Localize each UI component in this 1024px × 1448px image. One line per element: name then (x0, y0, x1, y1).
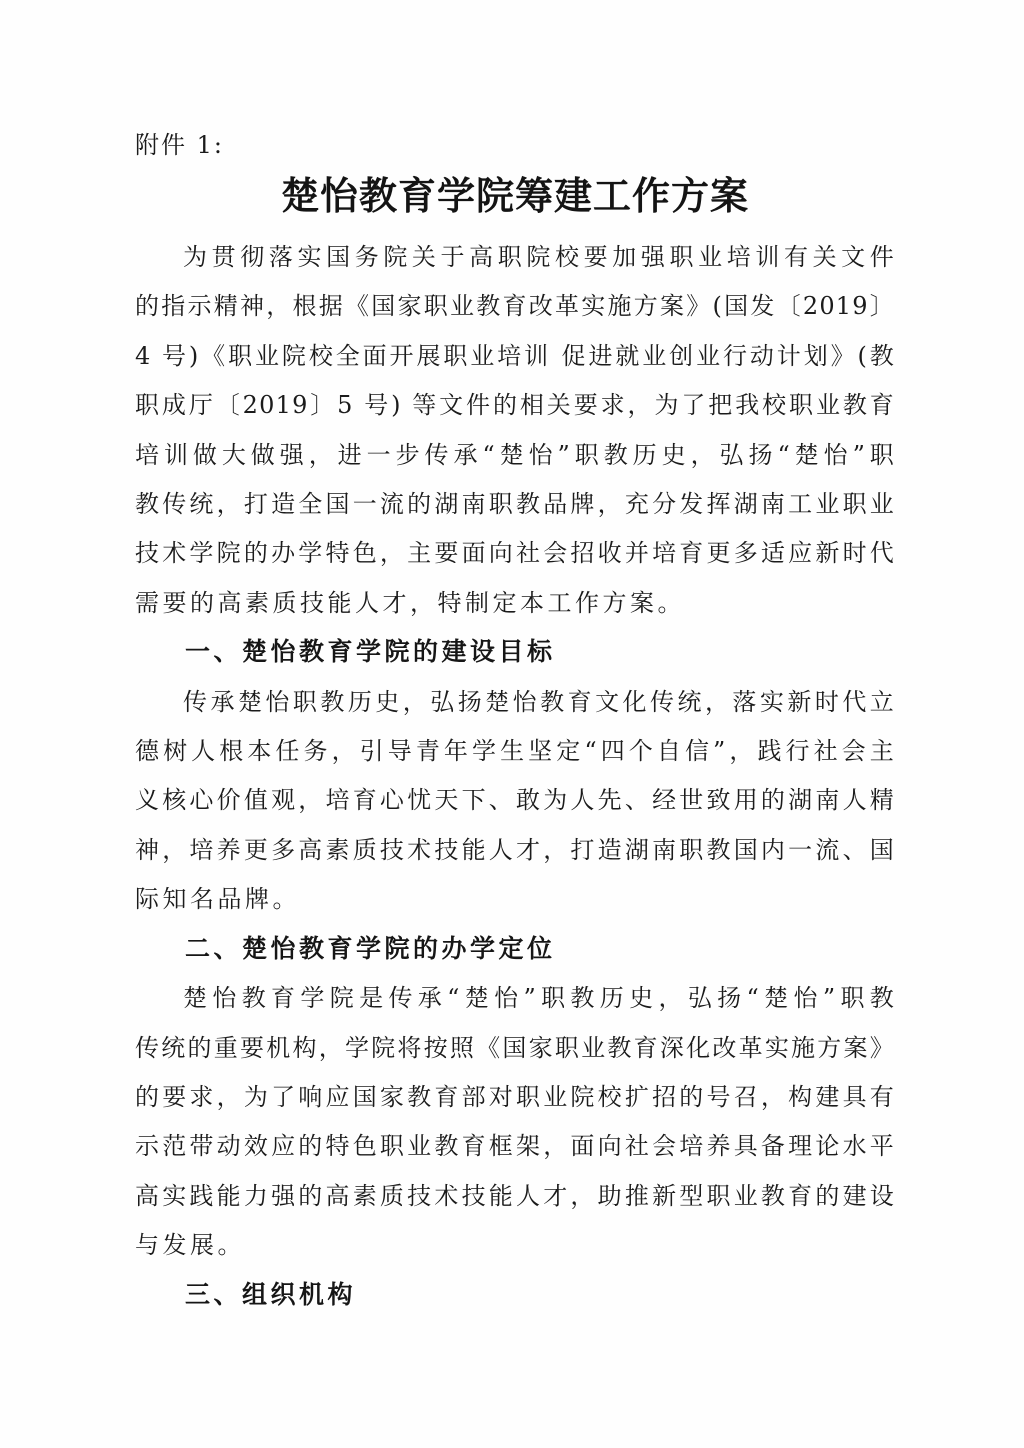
document-body (135, 233, 895, 1320)
section-heading-2: 二、楚怡教育学院的办学定位 (185, 934, 556, 963)
section-1-paragraph-line: 传承楚怡职教历史，弘扬楚怡教育文化传统，落实新时代立 (183, 687, 895, 716)
section-1-paragraph-line: 义核心价值观，培育心忧天下、敢为人先、经世致用的湖南人精 (135, 786, 895, 815)
section-2-paragraph-line: 传统的重要机构，学院将按照《国家职业教育深化改革实施方案》 (135, 1033, 895, 1062)
attachment-label: 附件 1: (135, 131, 224, 159)
section-2-paragraph-line: 楚怡教育学院是传承“楚怡”职教历史，弘扬“楚怡”职教 (183, 984, 895, 1013)
document-title: 楚怡教育学院筹建工作方案 (280, 173, 749, 218)
section-heading-1: 一、楚怡教育学院的建设目标 (185, 638, 556, 667)
intro-paragraph-line: 4 号)《职业院校全面开展职业培训 促进就业创业行动计划》(教 (135, 341, 895, 370)
section-2-paragraph-line: 示范带动效应的特色职业教育框架，面向社会培养具备理论水平 (135, 1132, 895, 1161)
section-1-paragraph-line: 德树人根本任务，引导青年学生坚定“四个自信”，践行社会主 (135, 737, 895, 766)
section-heading-3: 三、组织机构 (185, 1280, 357, 1309)
intro-paragraph-line: 技术学院的办学特色，主要面向社会招收并培育更多适应新时代 (135, 539, 895, 568)
intro-paragraph-line: 为贯彻落实国务院关于高职院校要加强职业培训有关文件 (183, 243, 895, 271)
section-1-paragraph-line: 神，培养更多高素质技术技能人才，打造湖南职教国内一流、国 (135, 835, 895, 864)
section-1-paragraph-line: 际知名品牌。 (135, 885, 300, 914)
section-2-paragraph-line: 高实践能力强的高素质技术技能人才，助推新型职业教育的建设 (135, 1181, 895, 1210)
section-2-paragraph-line: 与发展。 (135, 1231, 245, 1260)
intro-paragraph-line: 教传统，打造全国一流的湖南职教品牌，充分发挥湖南工业职业 (135, 490, 895, 519)
section-2-paragraph-line: 的要求，为了响应国家教育部对职业院校扩招的号召，构建具有 (135, 1082, 895, 1111)
intro-paragraph-line: 需要的高素质技能人才，特制定本工作方案。 (135, 588, 685, 617)
intro-paragraph-line: 职成厅〔2019〕5 号) 等文件的相关要求，为了把我校职业教育 (135, 391, 895, 420)
intro-paragraph-line: 的指示精神，根据《国家职业教育改革实施方案》(国发〔2019〕 (135, 292, 895, 321)
intro-paragraph-line: 培训做大做强，进一步传承“楚怡”职教历史，弘扬“楚怡”职 (135, 440, 895, 469)
